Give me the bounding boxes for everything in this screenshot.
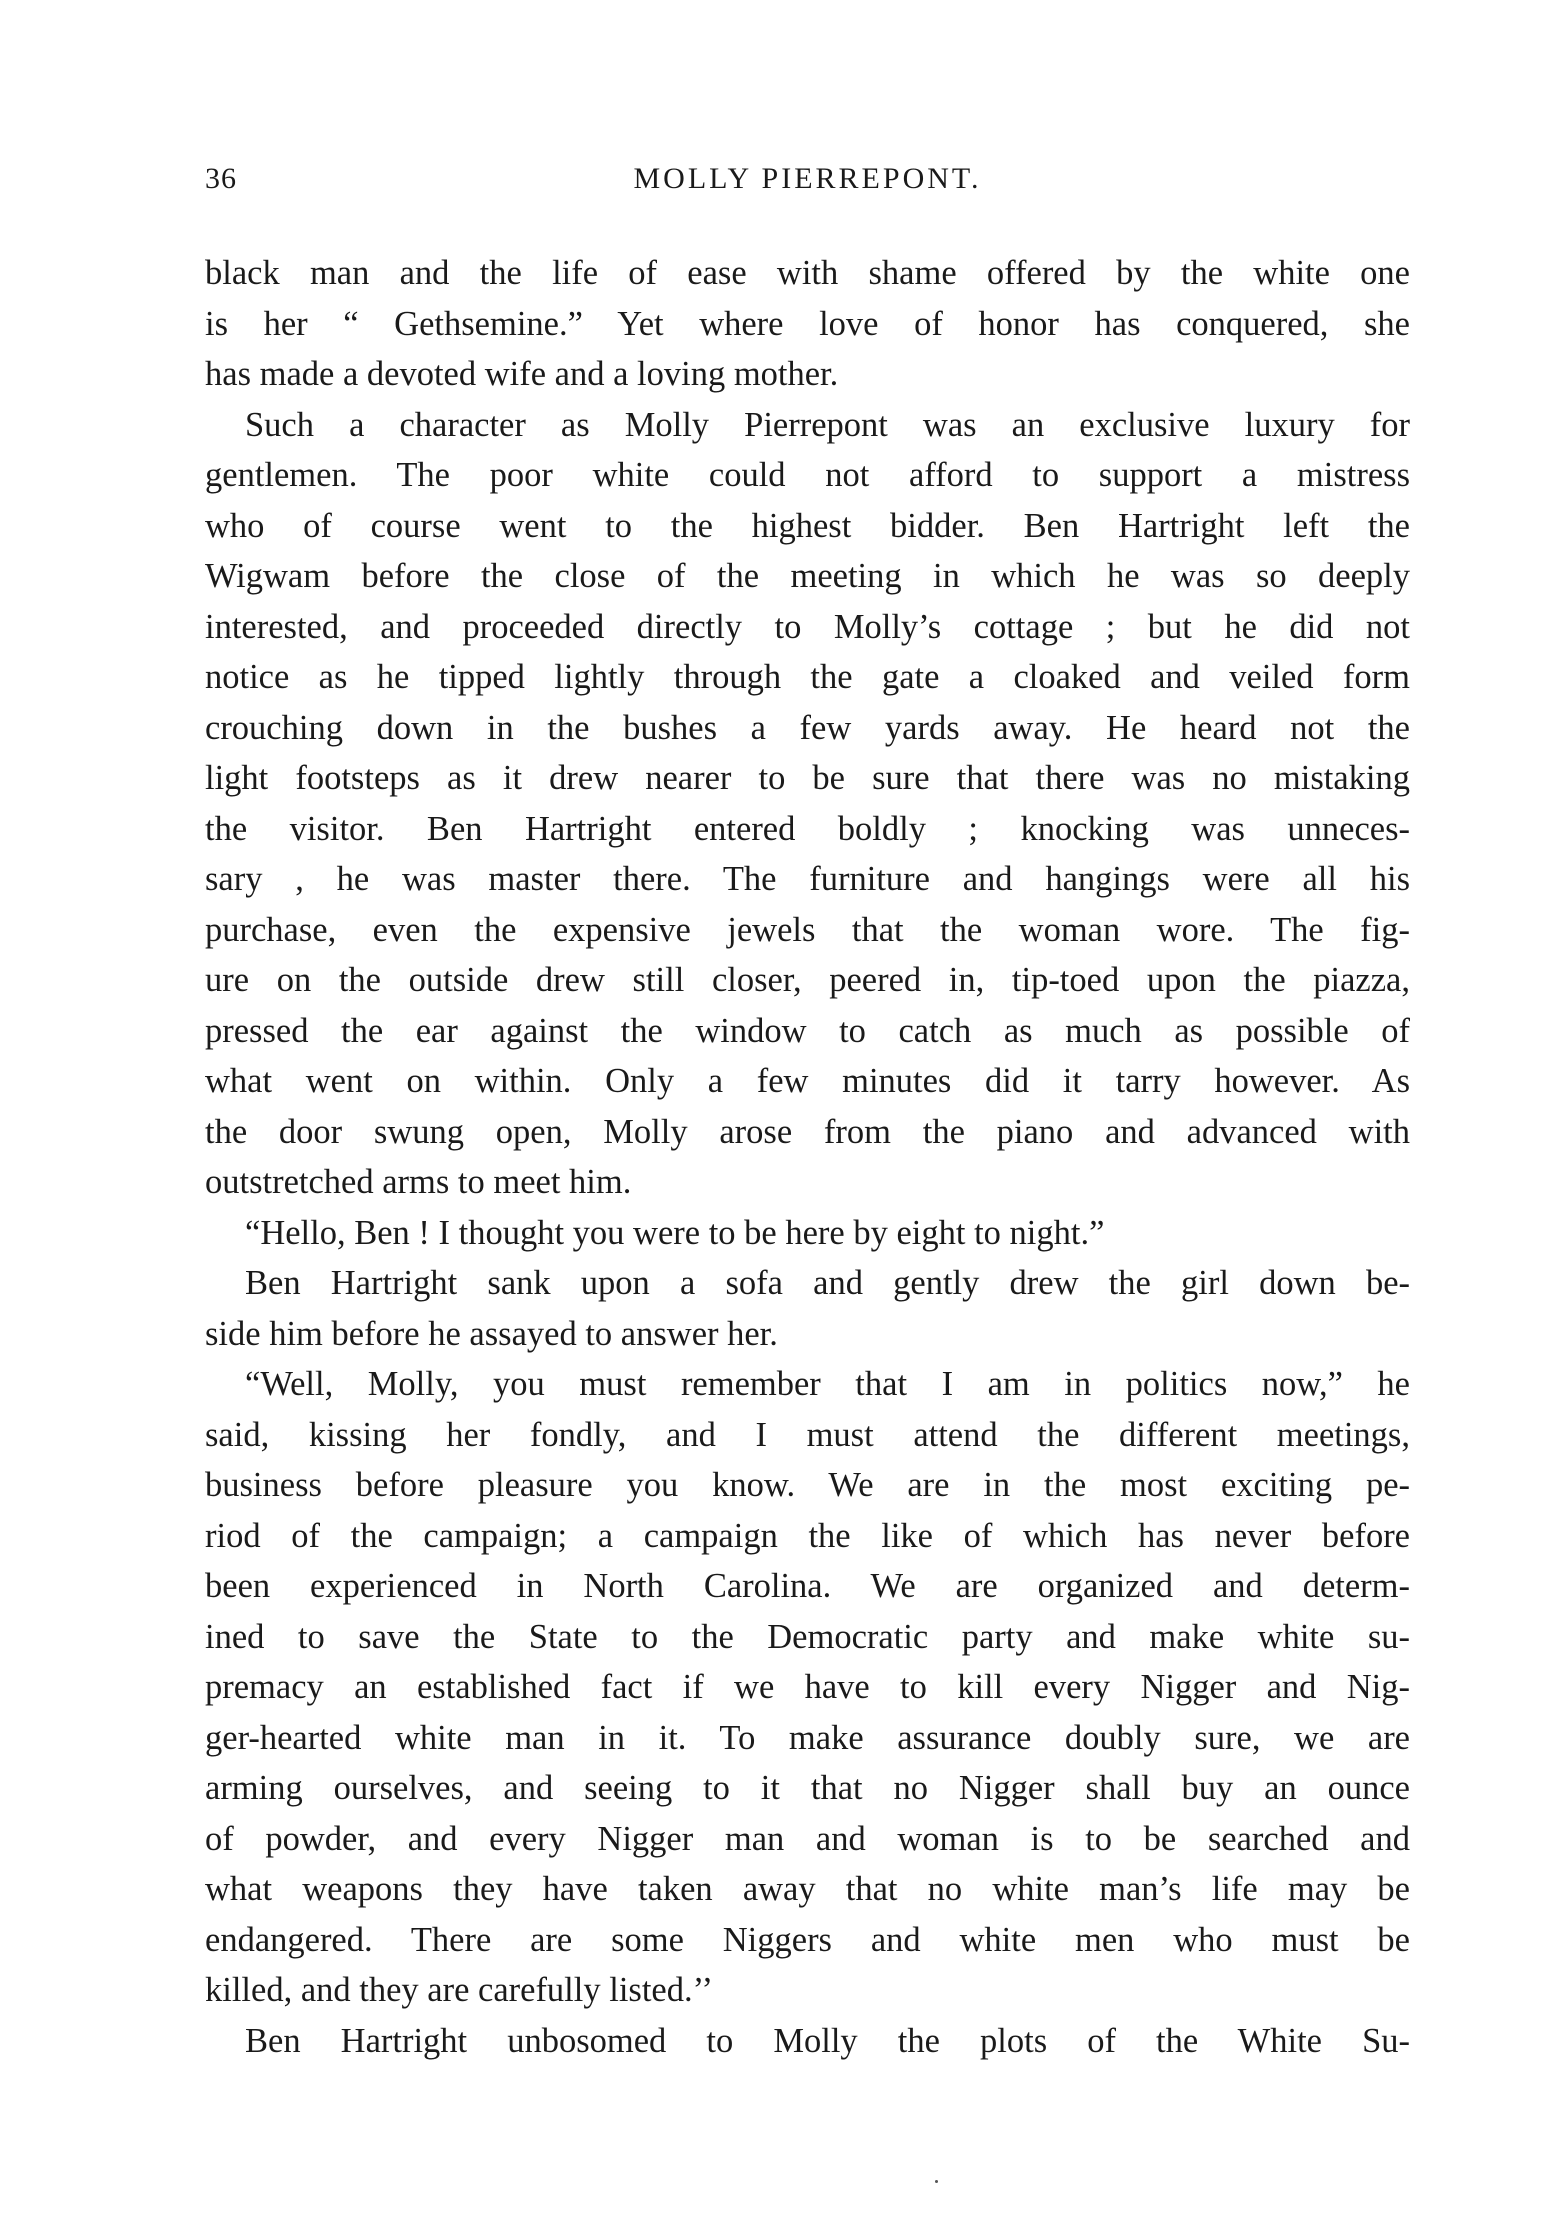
text-line: “Well, Molly, you must remember that I am in politics now,” he <box>245 1365 1410 1403</box>
text-line: the door swung open, Molly arose from the piano and advanced with <box>205 1112 1410 1151</box>
text-line: been experienced in North Carolina. We are organized and determ- <box>205 1567 1410 1605</box>
text-line: gentlemen. The poor white could not afford to support a mistress <box>205 456 1410 494</box>
text-line: “Hello, Ben ! I thought you were to be here by eight to night.” <box>245 1213 1105 1252</box>
text-line: is her “ Gethsemine.” Yet where love of honor has conquered, she <box>205 304 1410 343</box>
text-line: Ben Hartright sank upon a sofa and gently drew the girl down be- <box>245 1264 1410 1302</box>
text-line: said, kissing her fondly, and I must attend the different meetings, <box>205 1415 1410 1454</box>
text-line: arming ourselves, and seeing to it that no Nigger shall buy an ounce <box>205 1769 1410 1807</box>
body-text <box>205 248 1410 2066</box>
text-line: has made a devoted wife and a loving mother. <box>205 355 839 393</box>
text-line: pressed the ear against the window to catch as much as possible of <box>205 1011 1410 1050</box>
page-header <box>205 162 1410 212</box>
printer-mark <box>935 2180 938 2183</box>
text-line: endangered. There are some Niggers and white men who must be <box>205 1920 1410 1959</box>
text-line: outstretched arms to meet him. <box>205 1163 632 1201</box>
text-line: black man and the life of ease with shame offered by the white one <box>205 254 1410 292</box>
text-line: business before pleasure you know. We are in the most exciting pe- <box>205 1466 1410 1504</box>
text-line: killed, and they are carefully listed.’’ <box>205 1971 714 2009</box>
page-number: 36 <box>205 162 237 195</box>
text-line: Ben Hartright unbosomed to Molly the plots of the White Su- <box>245 2021 1410 2060</box>
text-line: crouching down in the bushes a few yards away. He heard not the <box>205 708 1410 747</box>
text-line: light footsteps as it drew nearer to be sure that there was no mistaking <box>205 759 1410 797</box>
text-line: Such a character as Molly Pierrepont was an exclusive luxury for <box>245 405 1410 444</box>
text-line: ure on the outside drew still closer, peered in, tip-toed upon the piazza, <box>205 961 1410 999</box>
text-line: who of course went to the highest bidder. Ben Hartright left the <box>205 506 1410 545</box>
text-line: what went on within. Only a few minutes did it tarry however. As <box>205 1062 1410 1100</box>
text-line: notice as he tipped lightly through the gate a cloaked and veiled form <box>205 658 1410 696</box>
running-title: MOLLY PIERREPONT. <box>633 162 982 195</box>
text-line: ger-hearted white man in it. To make assurance doubly sure, we are <box>205 1718 1410 1757</box>
text-line: of powder, and every Nigger man and woman is to be searched and <box>205 1819 1410 1858</box>
text-line: side him before he assayed to answer her. <box>205 1314 778 1353</box>
text-line: the visitor. Ben Hartright entered boldly ; knocking was unneces- <box>205 809 1410 848</box>
text-line: purchase, even the expensive jewels that the woman wore. The fig- <box>205 910 1410 949</box>
text-line: Wigwam before the close of the meeting in which he was so deeply <box>205 557 1410 595</box>
text-line: sary , he was master there. The furniture and hangings were all his <box>205 860 1410 898</box>
text-line: premacy an established fact if we have to kill every Nigger and Nig- <box>205 1668 1410 1706</box>
text-line: riod of the campaign; a campaign the like of which has never before <box>205 1516 1410 1555</box>
text-line: what weapons they have taken away that no white man’s life may be <box>205 1870 1410 1908</box>
text-line: ined to save the State to the Democratic party and make white su- <box>205 1617 1410 1656</box>
text-line: interested, and proceeded directly to Molly’s cottage ; but he did not <box>205 607 1410 646</box>
